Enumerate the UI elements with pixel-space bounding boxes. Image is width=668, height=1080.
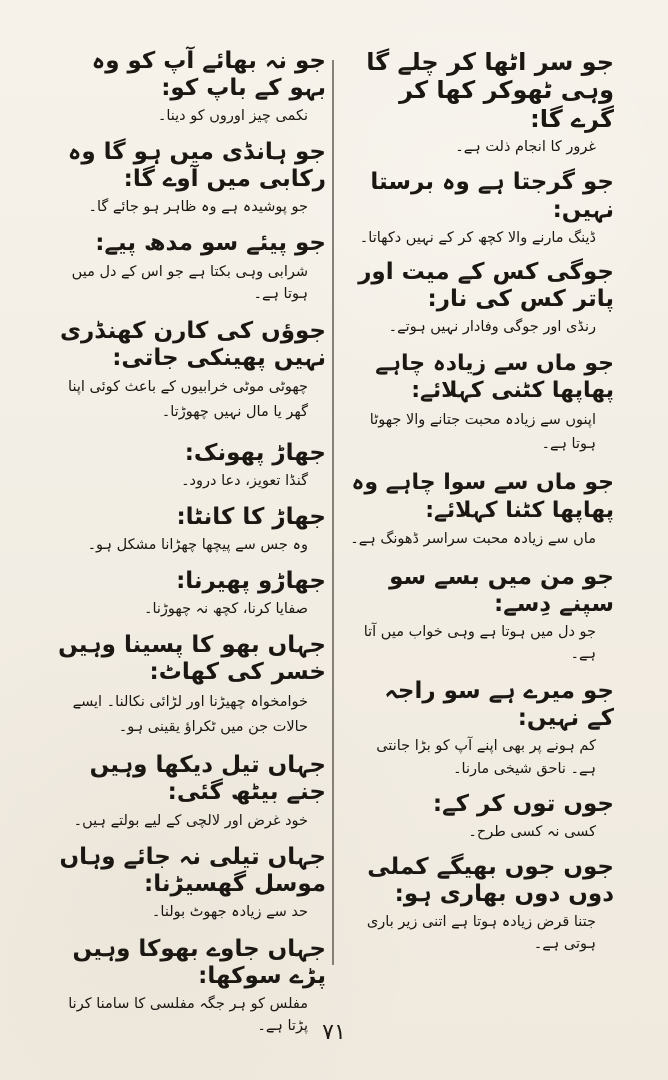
- left-entry-9: [56, 752, 326, 832]
- right-entry-1: [350, 48, 614, 158]
- idiom-meaning: ڈینگ مارنے والا کچھ کر کے نہیں دکھاتا۔: [359, 229, 596, 246]
- idiom-meaning: کسی نہ کسی طرح۔: [468, 824, 596, 841]
- idiom-meaning: مفلس کو ہر جگہ مفلسی کا سامنا کرنا پڑتا ہے۔: [68, 995, 308, 1035]
- left-entry-2: [56, 139, 326, 219]
- left-entry-6: [56, 504, 326, 557]
- left-column: [56, 48, 326, 1038]
- left-entry-3: [56, 230, 326, 305]
- idiom-heading: جو میرے ہے سو راجہ کے نہیں:: [384, 677, 614, 732]
- idiom-heading: جوگی کس کے میت اور پاتر کس کی نار:: [358, 259, 614, 313]
- idiom-heading: جہاں تیل دیکھا وہیں جنے بیٹھ گئی:: [89, 752, 326, 806]
- idiom-meaning: کم ہونے پر بھی اپنے آپ کو بڑا جانتی ہے۔ ناحق شیخی مارنا۔: [376, 738, 596, 777]
- idiom-heading: جہاں جاوے بھوکا وہیں پڑے سوکھا:: [72, 935, 326, 989]
- idiom-meaning: صفایا کرنا، کچھ نہ چھوڑنا۔: [143, 600, 308, 617]
- idiom-meaning: جو پوشیدہ ہے وہ ظاہر ہو جائے گا۔: [88, 198, 308, 215]
- left-entry-10: [56, 844, 326, 924]
- idiom-heading: جو ماں سے سوا چاہے وہ پھاپھا کٹنا کہلائے:: [351, 470, 614, 523]
- right-entry-7: [350, 678, 614, 780]
- idiom-heading: جو گرجتا ہے وہ برستا نہیں:: [370, 169, 614, 223]
- right-entry-2: [350, 169, 614, 249]
- idiom-meaning: جو دل میں ہوتا ہے وہی خواب میں آتا ہے۔: [363, 624, 596, 663]
- right-column: [350, 48, 614, 956]
- idiom-heading: جو ہانڈی میں ہو گا وہ رکابی میں آوے گا:: [67, 138, 326, 192]
- idiom-heading: جو پیئے سو مدھ پیے:: [95, 230, 326, 257]
- idiom-heading: جو سر اٹھا کر چلے گا وہی ٹھوکر کھا کر گرے گا:: [366, 48, 614, 133]
- idiom-meaning: وہ جس سے پیچھا چھڑانا مشکل ہو۔: [87, 537, 308, 554]
- idiom-heading: جہاں بھو کا پسینا وہیں خسر کی کھاٹ:: [58, 632, 326, 686]
- idiom-meaning: چھوٹی موٹی خرابیوں کے باعث کوئی اپنا گھر یا مال نہیں چھوڑتا۔: [68, 378, 308, 421]
- idiom-meaning: نکمی چیز اوروں کو دینا۔: [157, 108, 308, 125]
- right-entry-8: [350, 791, 614, 844]
- idiom-meaning: غرور کا انجام ذلت ہے۔: [455, 138, 596, 155]
- idiom-meaning: گنڈا تعویز، دعا درود۔: [181, 472, 308, 489]
- idiom-heading: جو ماں سے زیادہ چاہے پھاپھا کٹنی کہلائے:: [375, 350, 614, 404]
- left-entry-4: [56, 318, 326, 426]
- left-entry-7: [56, 568, 326, 621]
- idiom-heading: جوؤں کی کارن کھنڈری نہیں پھینکی جاتی:: [59, 317, 326, 371]
- idiom-heading: جھاڑ پھونک:: [184, 439, 326, 466]
- idiom-meaning: اپنوں سے زیادہ محبت جتانے والا جھوٹا ہوتا ہے۔: [369, 411, 596, 453]
- right-entry-9: [350, 854, 614, 956]
- idiom-heading: جوں جوں بھیگے کملی دوں دوں بھاری ہو:: [367, 853, 614, 907]
- left-entry-8: [56, 632, 326, 740]
- idiom-heading: جھاڑ کا کانٹا:: [176, 504, 326, 531]
- idiom-meaning: رنڈی اور جوگی وفادار نہیں ہوتے۔: [388, 319, 596, 336]
- idiom-meaning: حد سے زیادہ جھوٹ بولنا۔: [151, 904, 308, 921]
- right-entry-3: [350, 259, 614, 339]
- left-entry-5: [56, 440, 326, 493]
- right-entry-4: [350, 350, 614, 457]
- idiom-heading: جوں توں کر کے:: [432, 791, 614, 818]
- idiom-meaning: شرابی وہی بکتا ہے جو اس کے دل میں ہوتا ہے۔: [71, 263, 308, 303]
- right-entry-5: [350, 469, 614, 552]
- right-entry-6: [350, 564, 614, 666]
- page-number: ۷۱: [322, 1020, 346, 1045]
- idiom-meaning: خود غرض اور لالچی کے لیے بولتے ہیں۔: [73, 812, 308, 829]
- idiom-heading: جو نہ بھائے آپ کو وہ بہو کے باپ کو:: [91, 48, 326, 102]
- idiom-meaning: خوامخواہ چھیڑنا اور لڑائی نکالنا۔ ایسے حالات جن میں ٹکراؤ یقینی ہو۔: [72, 693, 308, 735]
- idiom-meaning: جتنا قرض زیادہ ہوتا ہے اتنی زیر باری ہوتی ہے۔: [366, 913, 596, 953]
- column-divider: [332, 60, 334, 965]
- idiom-meaning: ماں سے زیادہ محبت سراسر ڈھونگ ہے۔: [350, 531, 596, 548]
- idiom-heading: جو من میں بسے سو سپنے دِسے:: [389, 563, 614, 617]
- idiom-heading: جہاں تیلی نہ جائے وہاں موسل گھسیڑنا:: [59, 844, 326, 898]
- idiom-heading: جھاڑو پھیرنا:: [176, 567, 326, 594]
- left-entry-1: [56, 48, 326, 128]
